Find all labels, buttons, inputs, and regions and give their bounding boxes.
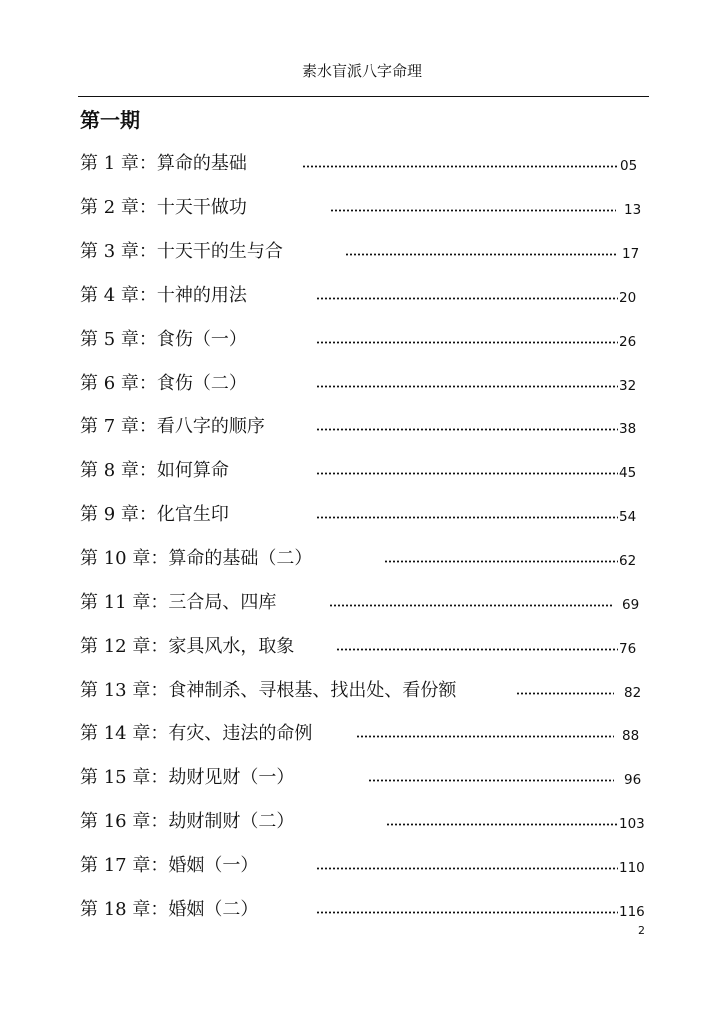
toc-entry-8[interactable] xyxy=(0,457,724,485)
toc-leader-dots xyxy=(302,165,618,168)
toc-leader-dots xyxy=(329,604,614,607)
toc-page-number: 45 xyxy=(619,465,637,481)
toc-entry-label: 第 2 章：十天干做功 xyxy=(80,197,247,218)
toc-leader-dots xyxy=(316,867,618,870)
toc-entry-label: 第 4 章：十神的用法 xyxy=(80,285,247,306)
toc-page-number: 26 xyxy=(619,334,637,350)
toc-page-number: 82 xyxy=(624,685,642,701)
toc-page-number: 110 xyxy=(619,860,645,876)
toc-page-number: 76 xyxy=(619,641,637,657)
toc-entry-label: 第 10 章：算命的基础（二） xyxy=(80,548,313,569)
toc-entry-11[interactable] xyxy=(0,589,724,617)
toc-entry-12[interactable] xyxy=(0,633,724,661)
toc-page-number: 13 xyxy=(624,202,642,218)
toc-entry-label: 第 18 章：婚姻（二） xyxy=(80,899,259,920)
toc-entry-1[interactable] xyxy=(0,150,724,178)
toc-page-number: 17 xyxy=(622,246,640,262)
toc-entry-label: 第 12 章：家具风水，取象 xyxy=(80,636,295,657)
toc-entry-15[interactable] xyxy=(0,764,724,792)
toc-entry-label: 第 1 章：算命的基础 xyxy=(80,153,247,174)
toc-leader-dots xyxy=(368,779,614,782)
toc-entry-label: 第 6 章：食伤（二） xyxy=(80,373,247,394)
toc-entry-16[interactable] xyxy=(0,808,724,836)
toc-page-number: 38 xyxy=(619,421,637,437)
toc-entry-9[interactable] xyxy=(0,501,724,529)
toc-entry-label: 第 16 章：劫财制财（二） xyxy=(80,811,295,832)
toc-leader-dots xyxy=(316,516,618,519)
toc-page-number: 54 xyxy=(619,509,637,525)
toc-leader-dots xyxy=(316,911,618,914)
toc-entry-7[interactable] xyxy=(0,413,724,441)
toc-entry-14[interactable] xyxy=(0,720,724,748)
toc-entry-4[interactable] xyxy=(0,282,724,310)
toc-entry-6[interactable] xyxy=(0,370,724,398)
toc-entry-label: 第 7 章：看八字的顺序 xyxy=(80,416,265,437)
toc-entry-label: 第 15 章：劫财见财（一） xyxy=(80,767,295,788)
toc-entry-13[interactable] xyxy=(0,677,724,705)
toc-entry-label: 第 13 章：食神制杀、寻根基、找出处、看份额 xyxy=(80,680,457,701)
section-title: 第一期 xyxy=(80,108,140,132)
toc-entry-2[interactable] xyxy=(0,194,724,222)
toc-entry-label: 第 17 章：婚姻（一） xyxy=(80,855,259,876)
toc-leader-dots xyxy=(336,648,618,651)
toc-leader-dots xyxy=(316,385,618,388)
toc-leader-dots xyxy=(316,472,618,475)
running-header: 素水盲派八字命理 xyxy=(301,62,422,80)
toc-entry-label: 第 9 章：化官生印 xyxy=(80,504,229,525)
toc-entry-10[interactable] xyxy=(0,545,724,573)
toc-entry-label: 第 3 章：十天干的生与合 xyxy=(80,241,283,262)
toc-page-number: 69 xyxy=(622,597,640,613)
toc-leader-dots xyxy=(384,560,618,563)
page-number: 2 xyxy=(638,924,645,937)
toc-leader-dots xyxy=(516,692,614,695)
toc-entry-label: 第 5 章：食伤（一） xyxy=(80,329,247,350)
toc-entry-3[interactable] xyxy=(0,238,724,266)
toc-leader-dots xyxy=(386,823,618,826)
toc-leader-dots xyxy=(356,735,614,738)
toc-page-number: 88 xyxy=(622,728,640,744)
toc-page-number: 05 xyxy=(620,158,638,174)
toc-page-number: 96 xyxy=(624,772,642,788)
toc-page-number: 32 xyxy=(619,378,637,394)
toc-entry-label: 第 8 章：如何算命 xyxy=(80,460,229,481)
toc-entry-label: 第 11 章：三合局、四库 xyxy=(80,592,277,613)
toc-leader-dots xyxy=(345,253,616,256)
toc-page-number: 103 xyxy=(619,816,645,832)
toc-entry-label: 第 14 章：有灾、违法的命例 xyxy=(80,723,313,744)
toc-leader-dots xyxy=(316,297,618,300)
toc-page-number: 62 xyxy=(619,553,637,569)
toc-leader-dots xyxy=(316,341,618,344)
toc-page-number: 20 xyxy=(619,290,637,306)
header-divider xyxy=(78,96,649,97)
toc-entry-18[interactable] xyxy=(0,896,724,924)
toc-entry-17[interactable] xyxy=(0,852,724,880)
toc-page-number: 116 xyxy=(619,904,645,920)
toc-entry-5[interactable] xyxy=(0,326,724,354)
toc-leader-dots xyxy=(330,209,616,212)
toc-leader-dots xyxy=(316,428,618,431)
